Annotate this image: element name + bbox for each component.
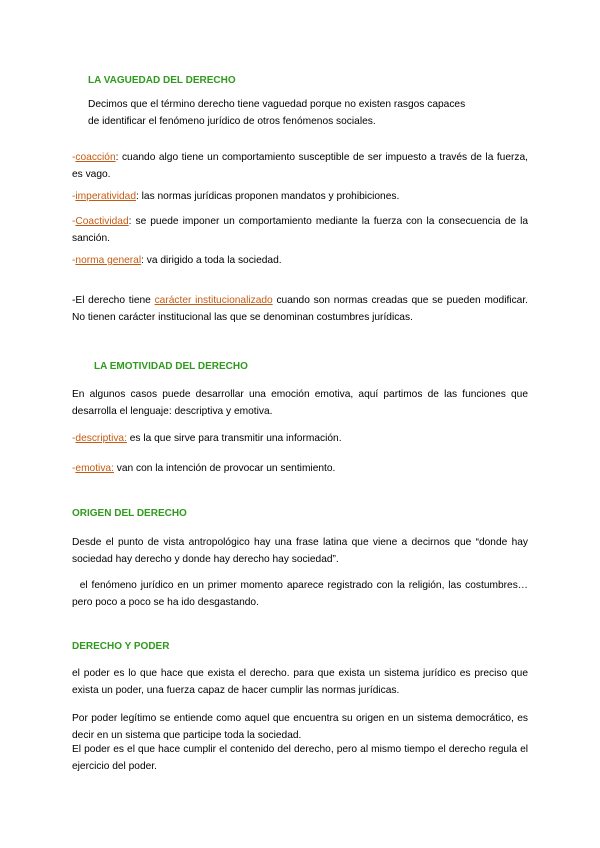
- item-text: van con la intención de provocar un sentimiento.: [113, 463, 336, 474]
- item-text: : las normas jurídicas proponen mandatos y prohibiciones.: [136, 191, 400, 202]
- heading-poder: DERECHO Y PODER: [72, 641, 170, 652]
- heading-vaguedad: LA VAGUEDAD DEL DERECHO: [88, 75, 236, 86]
- item-prefix: -: [72, 463, 76, 474]
- heading-emotividad: LA EMOTIVIDAD DEL DERECHO: [94, 361, 248, 372]
- item-prefix: -: [72, 191, 76, 202]
- term-imperatividad: imperatividad: [75, 191, 136, 202]
- term-coaccion: coacción: [75, 152, 116, 163]
- term-norma-general: norma general: [75, 255, 142, 266]
- item-text: : va dirigido a toda la sociedad.: [141, 255, 282, 266]
- term-emotiva: emotiva:: [75, 463, 114, 474]
- list-item-imperatividad: [72, 189, 528, 206]
- item-prefix: -: [72, 255, 76, 266]
- list-item-descriptiva: [72, 431, 528, 448]
- institucional-after: cuando son normas creadas que se pueden modificar. No tienen carácter institucional las que se denominan costumbres jurídicas.: [72, 295, 528, 323]
- vaguedad-intro-line-1: Decimos que el término derecho tiene vaguedad porque no existen rasgos capaces: [88, 99, 466, 110]
- emotividad-intro: En algunos casos puede desarrollar una emoción emotiva, aquí partimos de las funciones que desarrolla el lenguaje: descriptiva y emotiva.: [72, 389, 528, 417]
- vaguedad-intro: [88, 97, 528, 130]
- institucional-before: -El derecho tiene: [72, 295, 155, 306]
- origen-paragraph-1: Desde el punto de vista antropológico hay una frase latina que viene a decirnos que “donde hay sociedad hay derecho y donde hay derecho hay sociedad”.: [72, 537, 528, 565]
- item-text: : cuando algo tiene un comportamiento susceptible de ser impuesto a través de la fuerza, es vago.: [72, 152, 528, 180]
- term-coactividad: Coactividad: [75, 216, 129, 227]
- item-prefix: -: [72, 216, 76, 227]
- item-prefix: -: [72, 433, 76, 444]
- item-text: : se puede imponer un comportamiento mediante la fuerza con la consecuencia de la sanción.: [72, 216, 528, 244]
- vaguedad-intro-line-2: de identificar el fenómeno jurídico de otros fenómenos sociales.: [88, 115, 376, 127]
- list-item-norma-general: [72, 253, 528, 270]
- term-descriptiva: descriptiva:: [75, 433, 127, 444]
- heading-origen: ORIGEN DEL DERECHO: [72, 508, 187, 519]
- item-prefix: -: [72, 152, 76, 163]
- poder-paragraph-1: el poder es lo que hace que exista el derecho. para que exista un sistema jurídico es preciso que exista un poder, una fuerza capaz de hacer cumplir las normas jurídicas.: [72, 668, 528, 696]
- paragraph-institucional: [72, 293, 528, 326]
- poder-paragraph-2: Por poder legítimo se entiende como aquel que encuentra su origen en un sistema democrático, es decir en un sistema que participe toda la sociedad.: [72, 713, 528, 741]
- origen-paragraph-2: el fenómeno jurídico en un primer momento aparece registrado con la religión, las costumbres… pero poco a poco se ha ido desgastando.: [72, 580, 531, 608]
- poder-paragraph-3: El poder es el que hace cumplir el contenido del derecho, pero al mismo tiempo el derecho regula el ejercicio del poder.: [72, 744, 528, 772]
- term-caracter-institucionalizado: carácter institucionalizado: [154, 295, 273, 306]
- list-item-coactividad: [72, 214, 528, 247]
- item-text: es la que sirve para transmitir una información.: [126, 433, 342, 444]
- list-item-coaccion: [72, 150, 528, 183]
- list-item-emotiva: [72, 461, 528, 478]
